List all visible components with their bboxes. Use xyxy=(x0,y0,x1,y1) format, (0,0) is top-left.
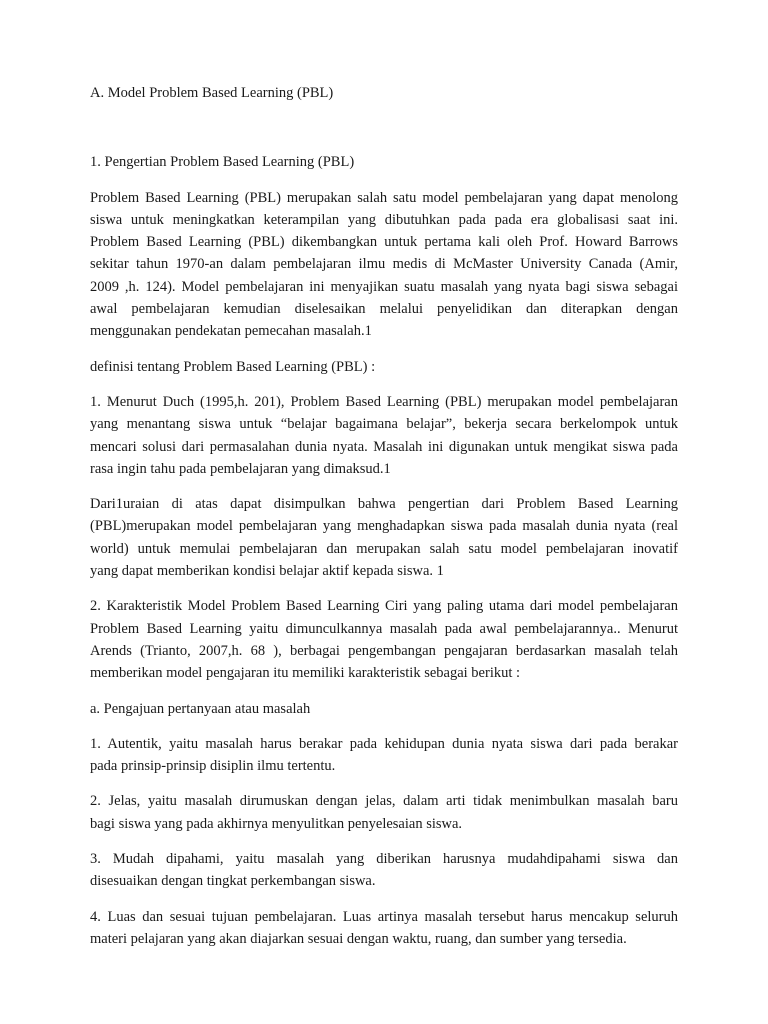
text-line: 2. Jelas, yaitu masalah dirumuskan dengan jelas, dalam arti tidak menimbulkan masalah baru xyxy=(90,793,678,810)
document-page xyxy=(90,82,678,963)
paragraph xyxy=(90,733,678,778)
text-line: Problem Based Learning yaitu dimunculkannya masalah pada awal pembelajarannya.. Menurut xyxy=(90,620,678,637)
text-line: (PBL)merupakan model pembelajaran yang menghadapkan siswa pada masalah dunia nyata (real xyxy=(90,518,678,535)
text-line: 2009 ,h. 124). Model pembelajaran ini menyajikan suatu masalah yang nyata bagi siswa sebagai xyxy=(90,278,678,295)
text-line: 1. Pengertian Problem Based Learning (PBL) xyxy=(90,154,355,171)
text-line: materi pelajaran yang akan diajarkan sesuai dengan waktu, ruang, dan sumber yang tersedia. xyxy=(90,930,627,947)
text-line: 1. Menurut Duch (1995,h. 201), Problem Based Learning (PBL) merupakan model pembelajaran xyxy=(90,393,678,410)
text-line: memberikan model pengajaran itu memiliki karakteristik sebagai berikut : xyxy=(90,665,521,682)
text-line: world) untuk memulai pembelajaran dan merupakan salah satu model pembelajaran inovatif xyxy=(90,540,678,557)
text-line: 4. Luas dan sesuai tujuan pembelajaran. Luas artinya masalah tersebut harus mencakup seluruh xyxy=(90,908,678,925)
text-line: mencari solusi dari permasalahan dunia nyata. Masalah ini digunakan untuk mengikat siswa pada xyxy=(90,438,678,455)
text-line: Problem Based Learning (PBL) dikembangkan untuk pertama kali oleh Prof. Howard Barrows xyxy=(90,234,678,251)
text-line: definisi tentang Problem Based Learning (PBL) : xyxy=(90,358,376,375)
text-line: bagi siswa yang pada akhirnya menyulitkan penyelesaian siswa. xyxy=(90,815,463,832)
text-line: 3. Mudah dipahami, yaitu masalah yang diberikan harusnya mudahdipahami siswa dan xyxy=(90,851,678,868)
text-line: Arends (Trianto, 2007,h. 68 ), berbagai pengembangan pengajaran berdasarkan masalah telah xyxy=(90,642,678,659)
text-line: 1. Autentik, yaitu masalah harus berakar pada kehidupan dunia nyata siswa dari pada berakar xyxy=(90,735,678,752)
paragraph xyxy=(90,595,678,684)
section-heading: A. Model Problem Based Learning (PBL) xyxy=(90,85,334,101)
text-line: disesuaikan dengan tingkat perkembangan siswa. xyxy=(90,873,376,890)
text-line: a. Pengajuan pertanyaan atau masalah xyxy=(90,700,311,717)
text-line: yang dapat memberikan kondisi belajar aktif kepada siswa. 1 xyxy=(90,563,444,580)
text-line: sekitar tahun 1970-an dalam pembelajaran ilmu medis di McMaster University Canada (Amir, xyxy=(90,256,678,273)
text-line: 2. Karakteristik Model Problem Based Learning Ciri yang paling utama dari model pembelajaran xyxy=(90,598,678,615)
text-line: yang menantang siswa untuk “belajar bagaimana belajar”, bekerja secara berkelompok untuk xyxy=(90,416,678,433)
paragraph xyxy=(90,790,678,835)
text-line: awal pembelajaran kemudian diselesaikan melalui penyelidikan dan diterapkan dengan xyxy=(90,301,678,318)
text-line: rasa ingin tahu pada pembelajaran yang dimaksud.1 xyxy=(90,460,391,477)
paragraph xyxy=(90,906,678,951)
paragraph xyxy=(90,391,678,480)
text-line: siswa untuk meningkatkan keterampilan yang dibutuhkan pada pada era globalisasi saat ini. xyxy=(90,211,678,228)
text-line: menggunakan pendekatan pemecahan masalah.1 xyxy=(90,323,372,340)
paragraph xyxy=(90,151,678,173)
text-line: Dari1uraian di atas dapat disimpulkan bahwa pengertian dari Problem Based Learning xyxy=(90,496,678,513)
paragraph xyxy=(90,356,678,378)
paragraph xyxy=(90,848,678,893)
text-line: Problem Based Learning (PBL) merupakan salah satu model pembelajaran yang dapat menolong xyxy=(90,189,678,206)
paragraph xyxy=(90,493,678,582)
document-body xyxy=(90,151,678,950)
paragraph xyxy=(90,187,678,343)
text-line: pada prinsip-prinsip disiplin ilmu tertentu. xyxy=(90,758,336,775)
paragraph xyxy=(90,698,678,720)
